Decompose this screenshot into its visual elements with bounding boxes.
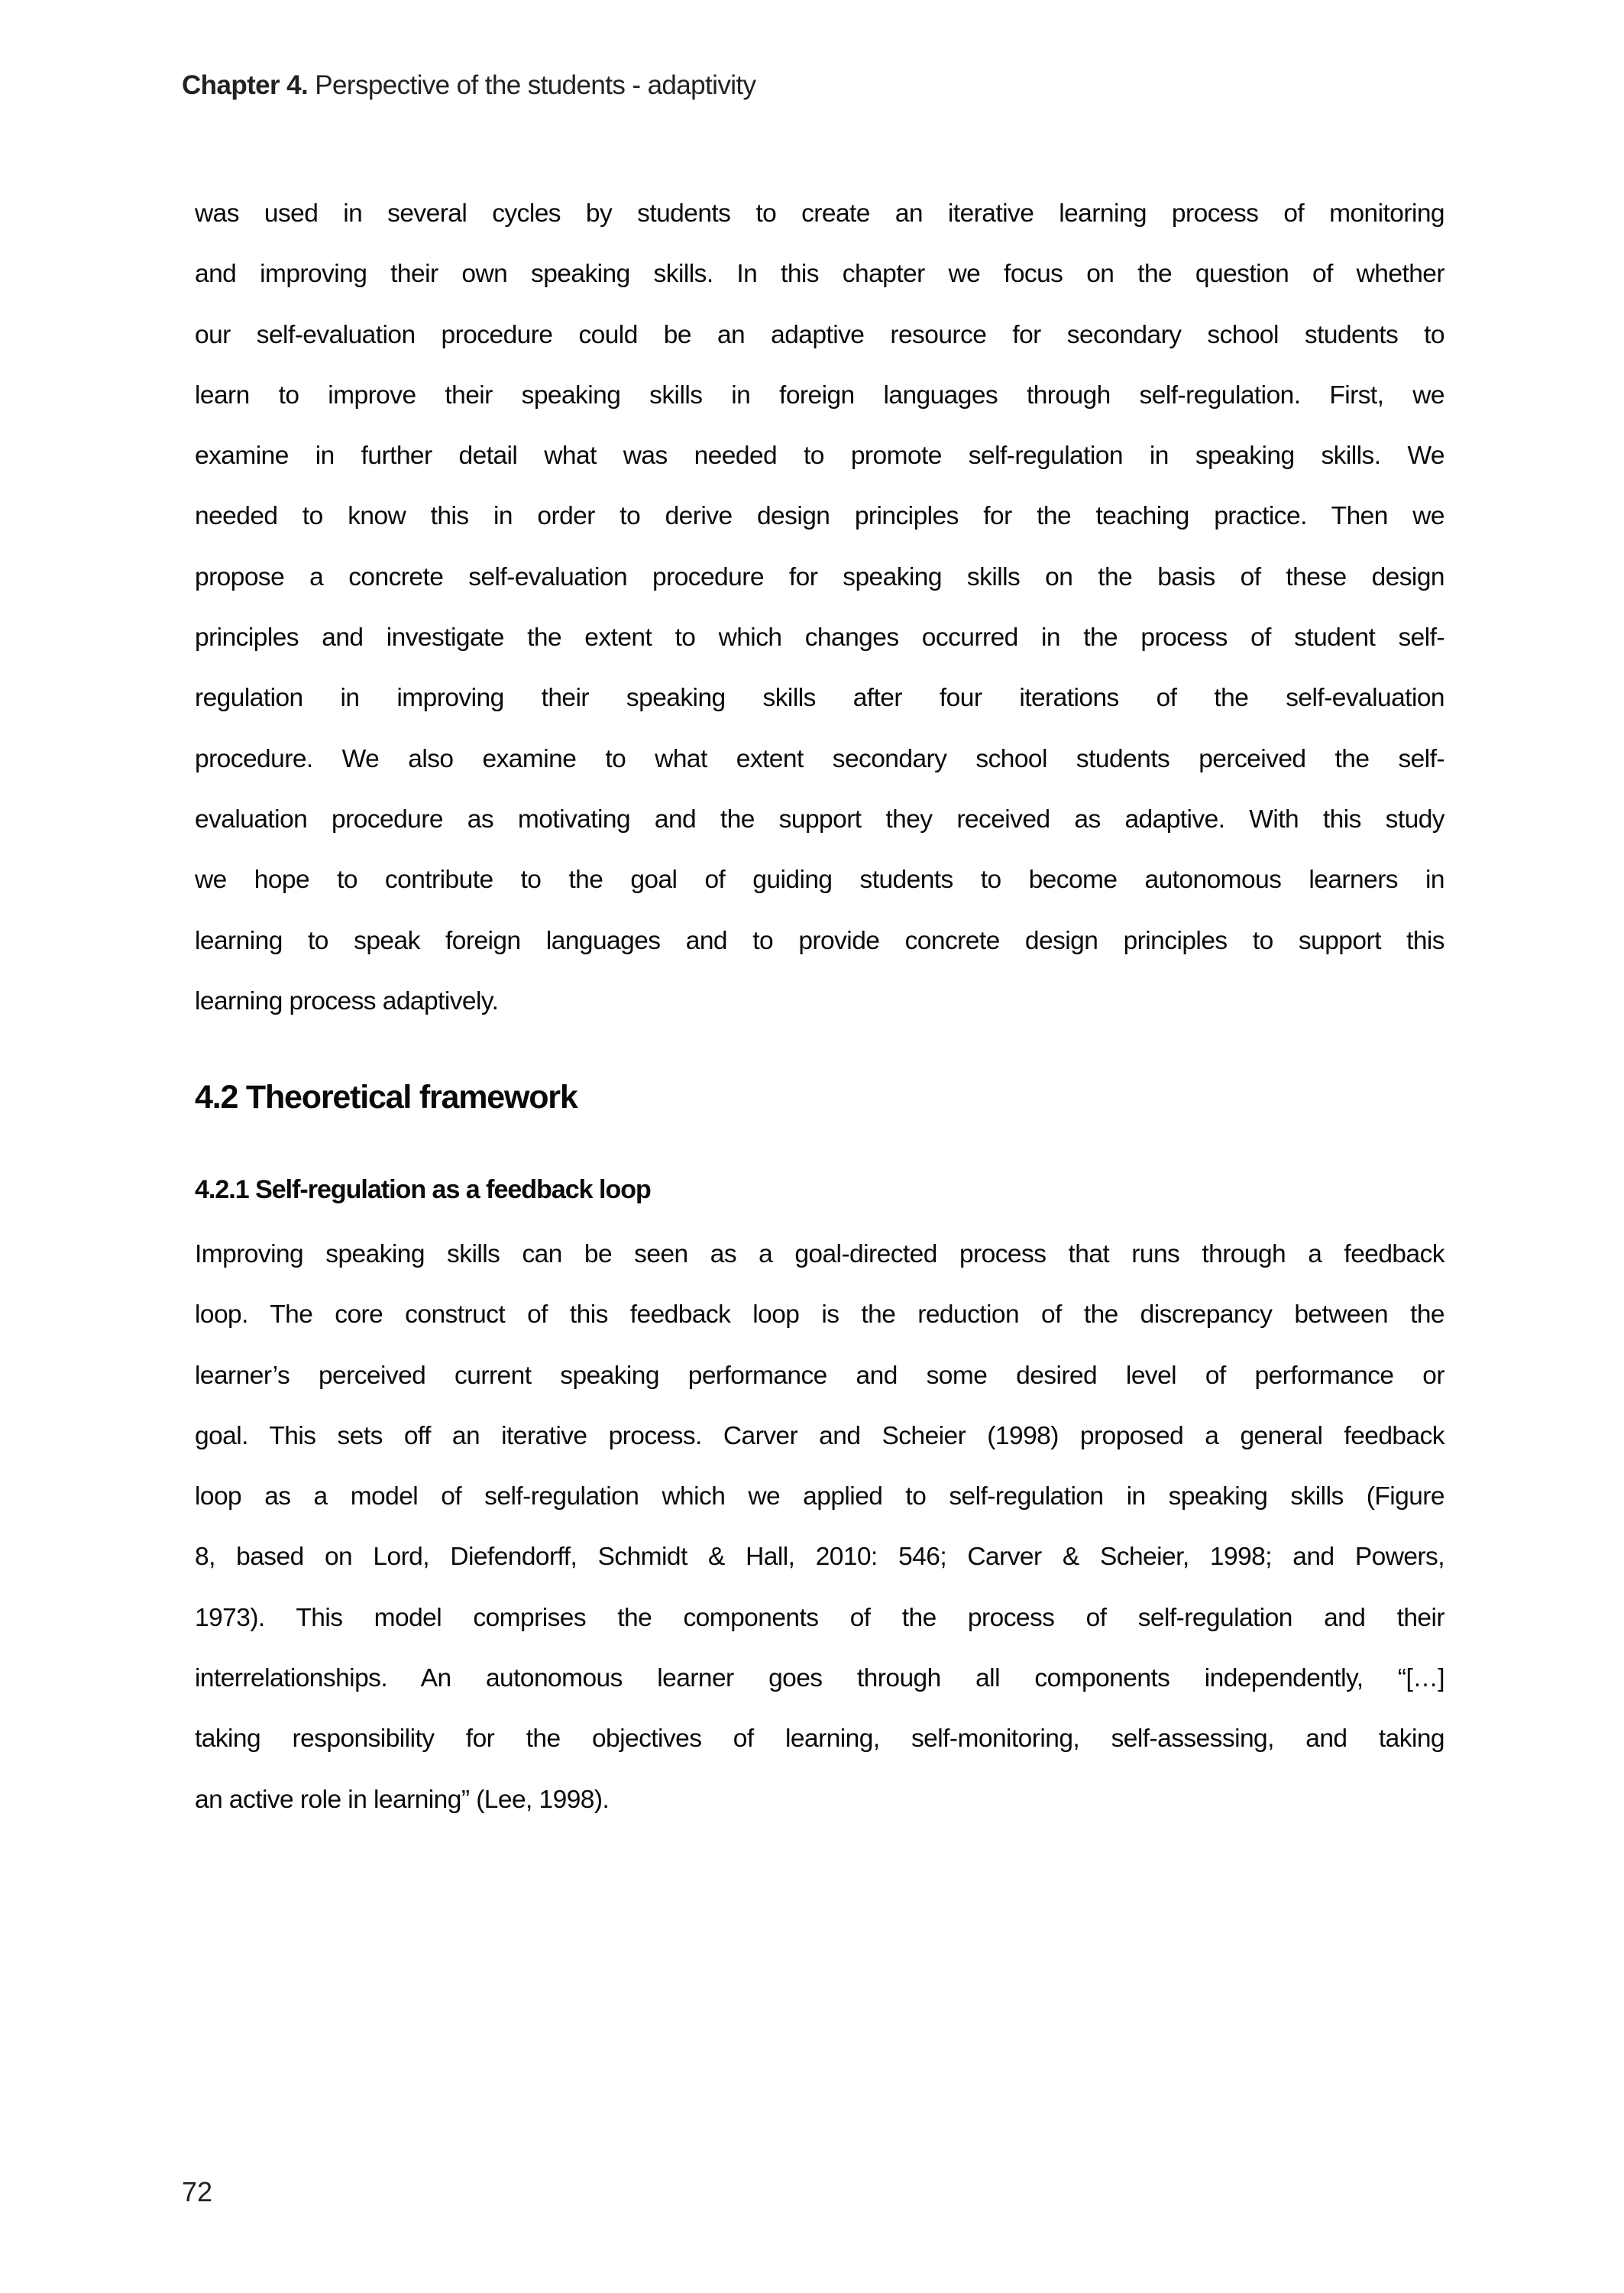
text-line: 8, based on Lord, Diefendorff, Schmidt & Hall, 2010: 546; Carver & Scheier, 1998; and Powers, [195, 1543, 1444, 1572]
text-line: learn to improve their speaking skills in foreign languages through self-regulation. First, we [195, 381, 1444, 410]
text-line: examine in further detail what was needed to promote self-regulation in speaking skills. We [195, 442, 1444, 471]
text-line: our self-evaluation procedure could be an adaptive resource for secondary school students to [195, 320, 1444, 349]
text-line: learner’s perceived current speaking performance and some desired level of performance or [195, 1361, 1444, 1390]
page-number: 72 [182, 2176, 213, 2207]
text-line: procedure. We also examine to what extent secondary school students perceived the self- [195, 744, 1444, 773]
text-line: learning process adaptively. [195, 986, 499, 1015]
text-line: we hope to contribute to the goal of guiding students to become autonomous learners in [195, 866, 1444, 895]
text-line: propose a concrete self-evaluation procedure for speaking skills on the basis of these design [195, 562, 1444, 591]
feedback-loop-paragraph [195, 1224, 1444, 1830]
text-line: was used in several cycles by students to create an iterative learning process of monitoring [195, 199, 1444, 228]
text-line: goal. This sets off an iterative process. Carver and Scheier (1998) proposed a general feedback [195, 1421, 1444, 1450]
text-line: principles and investigate the extent to which changes occurred in the process of student self- [195, 623, 1444, 653]
text-line: interrelationships. An autonomous learner goes through all components independently, “[…] [195, 1664, 1444, 1693]
text-line: and improving their own speaking skills. In this chapter we focus on the question of whether [195, 260, 1444, 289]
chapter-label: Chapter 4. [182, 70, 309, 100]
text-line: regulation in improving their speaking skills after four iterations of the self-evaluation [195, 684, 1444, 713]
running-header [182, 70, 755, 101]
intro-paragraph [195, 183, 1444, 1032]
text-line: needed to know this in order to derive design principles for the teaching practice. Then we [195, 502, 1444, 531]
text-line: 1973). This model comprises the components of the process of self-regulation and their [195, 1603, 1444, 1632]
text-line: loop. The core construct of this feedback loop is the reduction of the discrepancy between the [195, 1300, 1444, 1329]
chapter-title: Perspective of the students - adaptivity [308, 70, 756, 100]
text-line: taking responsibility for the objectives of learning, self-monitoring, self-assessing, and taking [195, 1725, 1444, 1754]
text-line: loop as a model of self-regulation which we applied to self-regulation in speaking skills (Figure [195, 1482, 1444, 1511]
text-line: Improving speaking skills can be seen as a goal-directed process that runs through a feedback [195, 1240, 1444, 1268]
text-line: learning to speak foreign languages and to provide concrete design principles to support this [195, 926, 1444, 955]
text-line: evaluation procedure as motivating and the support they received as adaptive. With this study [195, 805, 1444, 834]
subsection-heading: 4.2.1 Self-regulation as a feedback loop [195, 1175, 651, 1204]
section-heading: 4.2 Theoretical framework [195, 1079, 577, 1116]
text-line: an active role in learning” (Lee, 1998). [195, 1785, 610, 1814]
